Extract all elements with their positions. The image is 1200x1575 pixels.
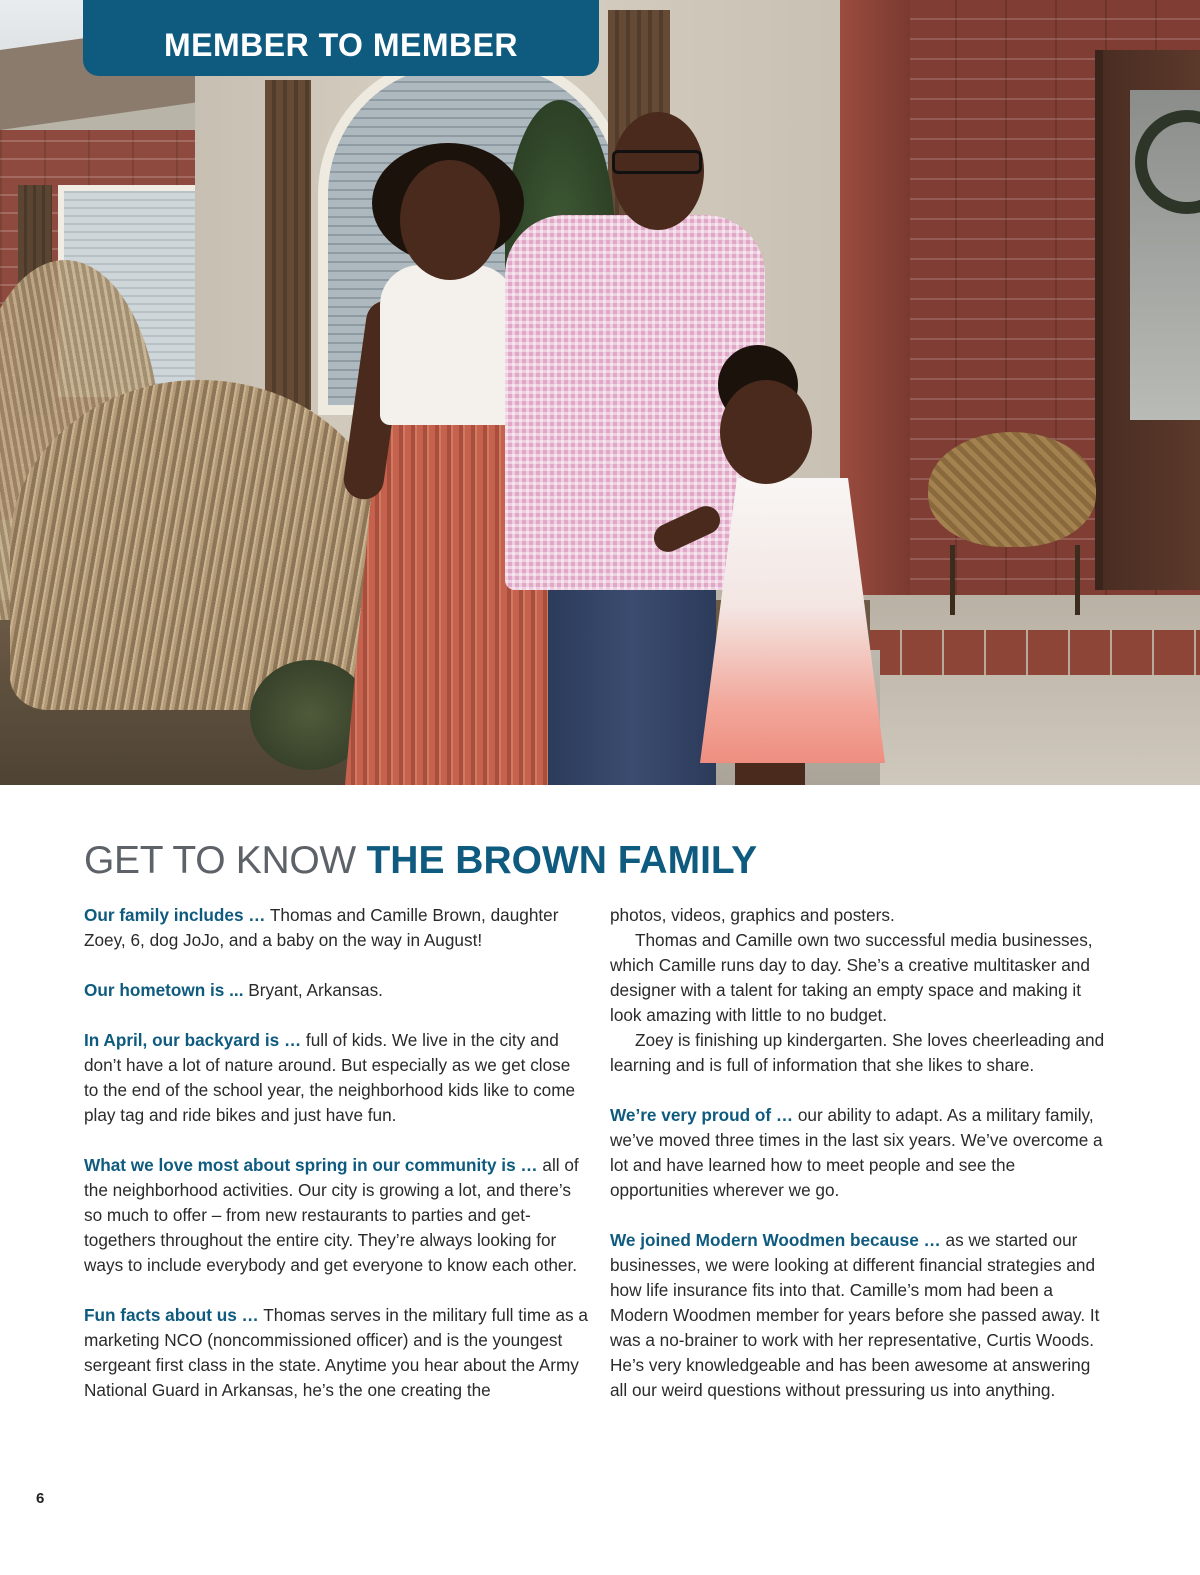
- paragraph-text: our ability to adapt. As a military family, we’ve moved three times in the last six years. We’ve overcome a lot and have learned how to meet people and see the opportunities wherever we go.: [610, 1105, 1103, 1200]
- photo-man-glasses: [612, 150, 702, 174]
- paragraph: [84, 978, 589, 1003]
- section-tab: [83, 0, 599, 76]
- photo-woman-face: [400, 160, 500, 280]
- article-title-bold: THE BROWN FAMILY: [366, 839, 758, 882]
- photo-chair-legs: [950, 545, 1080, 615]
- paragraph: [84, 1028, 589, 1128]
- photo-porch-step: [860, 630, 1200, 675]
- article-title: [84, 838, 757, 884]
- paragraph-lead: Our family includes …: [84, 905, 266, 925]
- paragraph-lead: In April, our backyard is …: [84, 1030, 302, 1050]
- paragraph-lead: Our hometown is ...: [84, 980, 244, 1000]
- hero-photo: [0, 0, 1200, 785]
- photo-woman-top: [380, 265, 515, 425]
- paragraph-continuation: photos, videos, graphics and posters.: [610, 905, 895, 925]
- paragraph-lead: Fun facts about us …: [84, 1305, 259, 1325]
- paragraph-text: full of kids. We live in the city and don’t have a lot of nature around. But especially as we get close to the end of the school year, the neighborhood kids like to come play tag and ride bikes and just have fun.: [84, 1030, 576, 1125]
- photo-shutter: [265, 80, 311, 410]
- section-tab-label: MEMBER TO MEMBER: [163, 26, 519, 63]
- paragraph-text: Thomas and Camille Brown, daughter Zoey, 6, dog JoJo, and a baby on the way in August!: [84, 905, 559, 950]
- paragraph: [84, 1153, 589, 1278]
- paragraph: [84, 1303, 589, 1403]
- paragraph-lead: What we love most about spring in our community is …: [84, 1155, 538, 1175]
- photo-ornamental-grass: [10, 380, 390, 710]
- paragraph-text: all of the neighborhood activities. Our city is growing a lot, and there’s so much to offer – from new restaurants to parties and get-togethers throughout the entire city. They’re always looking for ways to include everybody and get everyone to know each other.: [84, 1155, 579, 1275]
- page-number: 6: [36, 1490, 45, 1507]
- paragraph-text: as we started our businesses, we were looking at different financial strategies and how life insurance fits into that. Camille’s mom had been a Modern Woodmen member for years before she passed away. It was a no-brainer to work with her representative, Curtis Woods. He’s very knowledgeable and has been awesome at answering all our weird questions without pressuring us into anything.: [610, 1230, 1100, 1400]
- paragraph-lead: We joined Modern Woodmen because …: [610, 1230, 941, 1250]
- photo-wicker-chair: [928, 432, 1096, 547]
- paragraph-lead: We’re very proud of …: [610, 1105, 794, 1125]
- paragraph: [610, 1103, 1110, 1203]
- photo-porch: [855, 595, 1200, 785]
- paragraph: [84, 903, 589, 953]
- right-column: [610, 903, 1110, 1428]
- paragraph-indented: Zoey is finishing up kindergarten. She loves cheerleading and learning and is full of information that she likes to share.: [610, 1030, 1105, 1075]
- paragraph-text: Bryant, Arkansas.: [243, 980, 383, 1000]
- paragraph: [610, 1228, 1110, 1403]
- left-column: [84, 903, 589, 1428]
- paragraph-text: Thomas serves in the military full time as a marketing NCO (noncommissioned officer) and is the youngest sergeant first class in the state. Anytime you hear about the Army National Guard in Arkansas, he’s the one creating the: [84, 1305, 588, 1400]
- paragraph-indented: Thomas and Camille own two successful media businesses, which Camille runs day to day. She’s a creative multitasker and designer with a talent for taking an empty space and making it look amazing with little to no budget.: [610, 930, 1093, 1025]
- photo-girl-face: [720, 380, 812, 484]
- photo-man-jeans: [548, 580, 716, 785]
- article-title-light: GET TO KNOW: [84, 839, 367, 882]
